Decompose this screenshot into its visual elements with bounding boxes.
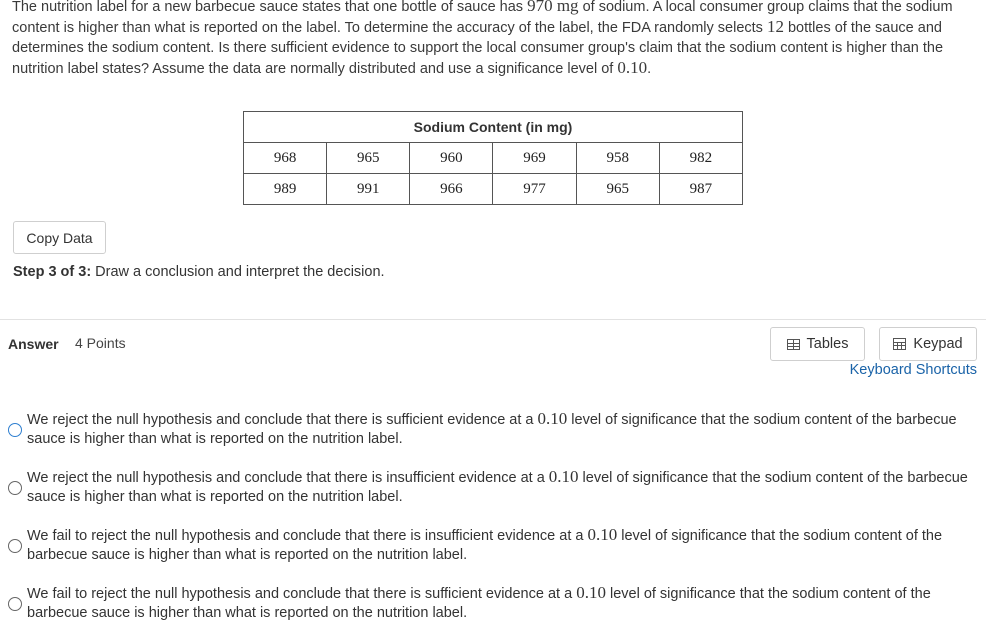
tables-button[interactable] — [770, 327, 865, 361]
option-text-part: We reject the null hypothesis and conclude that there is sufficient evidence at a — [27, 412, 538, 428]
keypad-button-label: Keypad — [913, 336, 963, 352]
option-text-part: level of significance that the sodium content of the barbecue sauce is higher than what is reported on the nutrition label. — [27, 586, 931, 621]
option-text-part: level of significance that the sodium content of the barbecue sauce is higher than what is reported on the nutrition label. — [27, 528, 943, 563]
option-alpha: 0.10 — [587, 525, 618, 544]
table-row — [244, 174, 743, 205]
problem-text: The nutrition label for a new barbecue sauce states that one bottle of sauce has — [12, 0, 528, 15]
radio-button[interactable] — [8, 539, 22, 553]
option-alpha: 0.10 — [537, 409, 568, 428]
table-cell: 982 — [659, 143, 742, 174]
points-label: 4 Points — [75, 335, 126, 351]
table-cell: 965 — [327, 143, 410, 174]
sodium-data-table — [243, 111, 743, 205]
answer-option-1[interactable] — [0, 409, 986, 453]
option-text-part: We reject the null hypothesis and conclude that there is insufficient evidence at a — [27, 470, 549, 486]
keyboard-shortcuts-link[interactable]: Keyboard Shortcuts — [849, 362, 977, 378]
keypad-button[interactable] — [879, 327, 977, 361]
step-text: Draw a conclusion and interpret the decision. — [91, 264, 385, 280]
table-cell: 987 — [659, 174, 742, 205]
problem-text: bottles of the sauce and determines the sodium content. Is there sufficient evidence to support the local consumer group's claim that the sodium content is higher than the nutrition label states? Assume the data are normally distributed and use a significance level of — [12, 20, 944, 77]
option-alpha: 0.10 — [548, 467, 579, 486]
option-text[interactable] — [27, 525, 977, 565]
copy-data-button[interactable]: Copy Data — [13, 221, 106, 254]
problem-text: . — [647, 61, 652, 77]
table-icon — [787, 339, 800, 350]
table-row — [244, 143, 743, 174]
problem-text: of sodium. A local consumer group claims that the sodium content is higher than what is reported on the label. To determine the accuracy of the label, the FDA randomly selects — [12, 0, 953, 36]
table-cell: 977 — [493, 174, 576, 205]
table-cell: 969 — [493, 143, 576, 174]
table-cell: 989 — [244, 174, 327, 205]
radio-button[interactable] — [8, 423, 22, 437]
table-cell: 965 — [576, 174, 659, 205]
step-instruction — [13, 264, 385, 280]
sample-size: 12 — [766, 17, 784, 36]
answer-label: Answer — [8, 336, 59, 352]
option-text-part: We fail to reject the null hypothesis and conclude that there is sufficient evidence at a — [27, 586, 577, 602]
significance-level: 0.10 — [617, 58, 648, 77]
step-label: Step 3 of 3: — [13, 264, 92, 280]
radio-button[interactable] — [8, 481, 22, 495]
option-text[interactable] — [27, 583, 977, 623]
table-cell: 958 — [576, 143, 659, 174]
answer-option-4[interactable] — [0, 583, 986, 627]
option-text-part: level of significance that the sodium content of the barbecue sauce is higher than what is reported on the nutrition label. — [27, 412, 957, 447]
sodium-label-value: 970 mg — [527, 0, 579, 15]
option-alpha: 0.10 — [576, 583, 606, 602]
option-text-part: We fail to reject the null hypothesis and conclude that there is insufficient evidence at a — [27, 528, 588, 544]
radio-button[interactable] — [8, 597, 22, 611]
answer-option-2[interactable] — [0, 467, 986, 511]
table-cell: 968 — [244, 143, 327, 174]
option-text-part: level of significance that the sodium content of the barbecue sauce is higher than what is reported on the nutrition label. — [27, 470, 968, 505]
problem-statement — [12, 0, 957, 79]
table-header: Sodium Content (in mg) — [244, 112, 743, 143]
section-divider — [0, 319, 986, 320]
tables-button-label: Tables — [806, 336, 849, 352]
keypad-icon — [893, 338, 906, 350]
table-cell: 991 — [327, 174, 410, 205]
option-text[interactable] — [27, 409, 977, 449]
table-cell: 966 — [410, 174, 493, 205]
option-text[interactable] — [27, 467, 977, 507]
answer-option-3[interactable] — [0, 525, 986, 569]
table-cell: 960 — [410, 143, 493, 174]
